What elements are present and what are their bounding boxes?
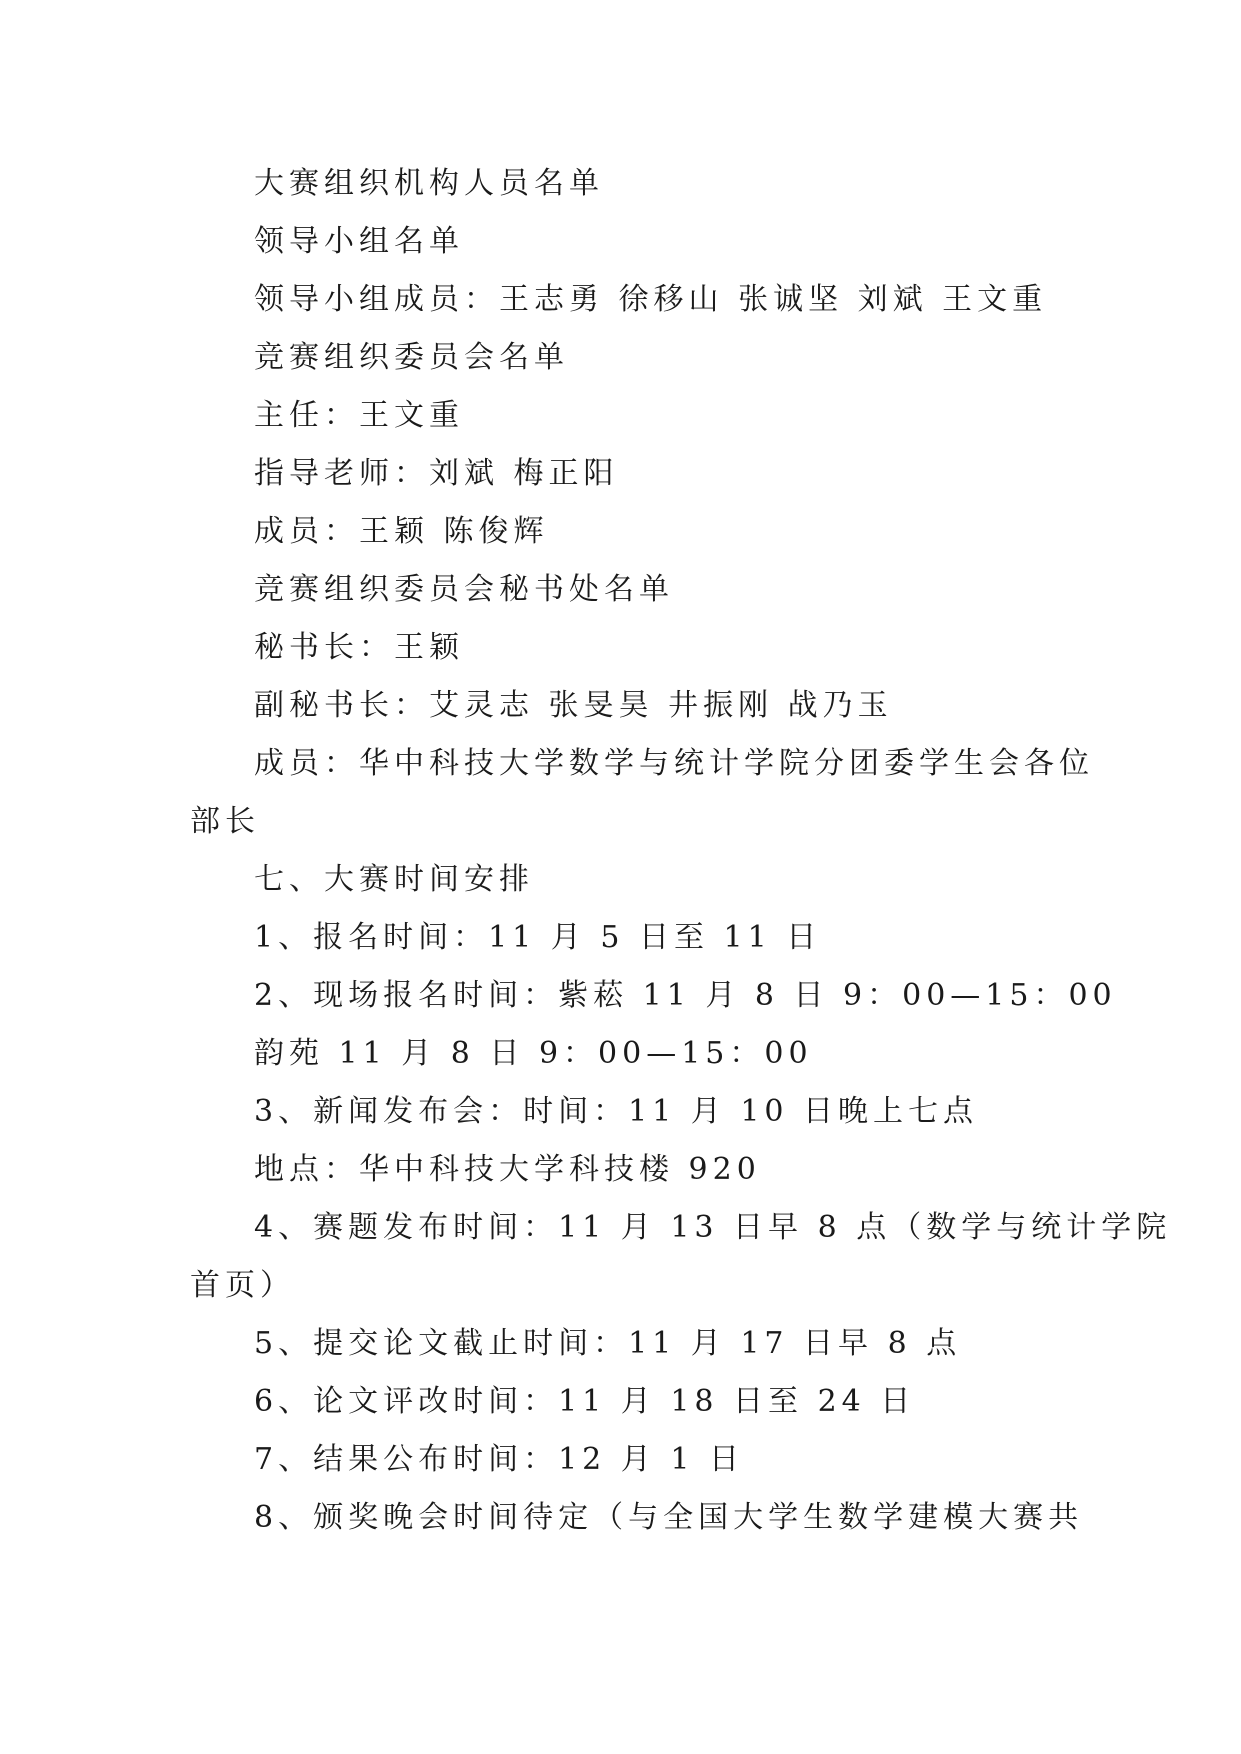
schedule-submission-deadline: 5、提交论文截止时间：11 月 17 日早 8 点 — [254, 1326, 962, 1361]
secretariat-members-continued: 部长 — [190, 804, 260, 839]
schedule-onsite-registration-yunyuan: 韵苑 11 月 8 日 9：00—15：00 — [254, 1036, 813, 1071]
schedule-problem-release: 4、赛题发布时间：11 月 13 日早 8 点（数学与统计学院 — [254, 1210, 1172, 1245]
schedule-results: 7、结果公布时间：12 月 1 日 — [254, 1442, 744, 1477]
heading-schedule: 七、大赛时间安排 — [254, 862, 534, 897]
committee-advisors: 指导老师：刘斌 梅正阳 — [254, 456, 619, 491]
schedule-press-location: 地点：华中科技大学科技楼 920 — [254, 1152, 761, 1187]
schedule-award-ceremony: 8、颁奖晚会时间待定（与全国大学生数学建模大赛共 — [254, 1500, 1084, 1535]
committee-director: 主任：王文重 — [254, 398, 464, 433]
schedule-registration: 1、报名时间：11 月 5 日至 11 日 — [254, 920, 822, 955]
committee-members: 成员：王颖 陈俊辉 — [254, 514, 549, 549]
secretary-general: 秘书长：王颖 — [254, 630, 464, 665]
leadership-members: 领导小组成员：王志勇 徐移山 张诚坚 刘斌 王文重 — [254, 282, 1048, 317]
heading-secretariat: 竞赛组织委员会秘书处名单 — [254, 572, 674, 607]
heading-organization-list: 大赛组织机构人员名单 — [254, 166, 604, 201]
schedule-onsite-registration: 2、现场报名时间：紫菘 11 月 8 日 9：00—15：00 — [254, 978, 1117, 1013]
deputy-secretaries: 副秘书长：艾灵志 张旻昊 井振刚 战乃玉 — [254, 688, 893, 723]
secretariat-members: 成员：华中科技大学数学与统计学院分团委学生会各位 — [254, 746, 1094, 781]
schedule-problem-release-continued: 首页） — [190, 1268, 295, 1303]
heading-leadership-group: 领导小组名单 — [254, 224, 464, 259]
heading-committee: 竞赛组织委员会名单 — [254, 340, 569, 375]
schedule-grading: 6、论文评改时间：11 月 18 日至 24 日 — [254, 1384, 916, 1419]
schedule-press-conference: 3、新闻发布会：时间：11 月 10 日晚上七点 — [254, 1094, 979, 1129]
